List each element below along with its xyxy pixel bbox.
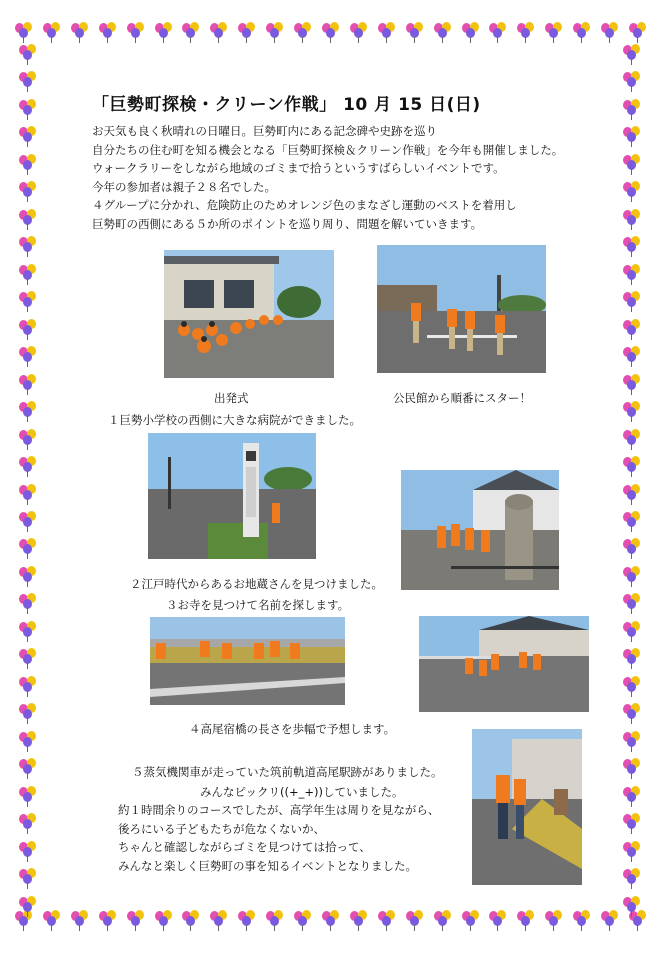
balloon-icon xyxy=(572,910,592,930)
balloon-icon xyxy=(622,374,642,394)
balloon-icon xyxy=(622,566,642,586)
balloon-icon xyxy=(18,511,38,531)
balloon-icon xyxy=(154,910,174,930)
balloon-icon xyxy=(600,910,620,930)
balloon-icon xyxy=(18,758,38,778)
balloon-border-bottom xyxy=(14,910,648,932)
balloon-icon xyxy=(488,22,508,42)
balloon-icon xyxy=(18,868,38,888)
photo-field-walk xyxy=(150,617,345,705)
balloon-icon xyxy=(622,456,642,476)
balloon-icon xyxy=(18,264,38,284)
balloon-icon xyxy=(18,621,38,641)
balloon-icon xyxy=(622,703,642,723)
balloon-icon xyxy=(622,538,642,558)
balloon-icon xyxy=(622,511,642,531)
balloon-icon xyxy=(70,22,90,42)
closing-paragraph xyxy=(118,801,478,875)
balloon-icon xyxy=(433,22,453,42)
balloon-icon xyxy=(349,22,369,42)
balloon-icon xyxy=(181,910,201,930)
balloon-icon xyxy=(622,841,642,861)
balloon-icon xyxy=(622,484,642,504)
balloon-icon xyxy=(622,896,642,916)
balloon-icon xyxy=(18,44,38,64)
balloon-icon xyxy=(622,731,642,751)
balloon-icon xyxy=(622,758,642,778)
balloon-icon xyxy=(14,22,34,42)
balloon-icon xyxy=(488,910,508,930)
caption-point-3: ３お寺を見つけて名前を探します。 xyxy=(166,598,350,612)
balloon-icon xyxy=(622,429,642,449)
balloon-icon xyxy=(377,910,397,930)
intro-line: お天気も良く秋晴れの日曜日。巨勢町内にある記念碑や史跡を巡り xyxy=(92,124,437,138)
balloon-icon xyxy=(18,429,38,449)
balloon-icon xyxy=(622,593,642,613)
balloon-icon xyxy=(18,209,38,229)
balloon-icon xyxy=(405,910,425,930)
balloon-icon xyxy=(237,910,257,930)
balloon-icon xyxy=(209,910,229,930)
balloon-icon xyxy=(622,99,642,119)
balloon-icon xyxy=(18,676,38,696)
photo-opening-ceremony xyxy=(164,250,334,378)
balloon-icon xyxy=(622,126,642,146)
balloon-icon xyxy=(18,319,38,339)
balloon-icon xyxy=(544,22,564,42)
caption-point-4: ４高尾宿橋の長さを歩幅で予想します。 xyxy=(189,722,396,736)
caption-point-5: ５蒸気機関車が走っていた筑前軌道高尾駅跡がありました。 xyxy=(132,765,443,779)
balloon-icon xyxy=(18,813,38,833)
balloon-icon xyxy=(293,910,313,930)
intro-line: 巨勢町の西側にある５か所のポイントを巡り周り、問題を解いていきます。 xyxy=(92,216,483,231)
balloon-icon xyxy=(98,22,118,42)
balloon-icon xyxy=(572,22,592,42)
balloon-icon xyxy=(18,401,38,421)
intro-paragraph xyxy=(92,122,612,234)
caption-departure: 公民館から順番にスター！ xyxy=(393,391,531,405)
balloon-icon xyxy=(126,910,146,930)
balloon-icon xyxy=(321,910,341,930)
balloon-icon xyxy=(321,22,341,42)
balloon-icon xyxy=(622,786,642,806)
caption-point-5-reaction: みんなピックリ((+_+))していました。 xyxy=(200,785,404,799)
balloon-icon xyxy=(622,209,642,229)
balloon-icon xyxy=(622,319,642,339)
caption-opening: 出発式 xyxy=(214,391,249,405)
balloon-icon xyxy=(18,841,38,861)
balloon-icon xyxy=(622,291,642,311)
balloon-icon xyxy=(18,484,38,504)
balloon-icon xyxy=(126,22,146,42)
balloon-icon xyxy=(18,731,38,751)
intro-line: 今年の参加者は親子２８名でした。 xyxy=(92,179,276,194)
balloon-icon xyxy=(18,181,38,201)
photo-bridge xyxy=(419,616,589,712)
photo-jizo-statue xyxy=(401,470,559,590)
balloon-icon xyxy=(622,154,642,174)
balloon-icon xyxy=(18,126,38,146)
closing-line: 後ろにいる子どもたちが危なくないか、 xyxy=(118,821,325,836)
balloon-icon xyxy=(516,910,536,930)
balloon-icon xyxy=(622,346,642,366)
balloon-icon xyxy=(622,621,642,641)
balloon-icon xyxy=(622,676,642,696)
balloon-icon xyxy=(265,910,285,930)
balloon-icon xyxy=(209,22,229,42)
page-title: 「巨勢町探検・クリーン作戦」 10 月 15 日(日) xyxy=(92,95,481,115)
balloon-icon xyxy=(622,71,642,91)
photo-departure xyxy=(377,245,546,373)
balloon-icon xyxy=(18,154,38,174)
balloon-icon xyxy=(622,264,642,284)
balloon-icon xyxy=(461,22,481,42)
intro-line: 自分たちの住む町を知る機会となる「巨勢町探検＆クリーン作戦」を今年も開催しました。 xyxy=(92,142,564,157)
balloon-icon xyxy=(237,22,257,42)
balloon-icon xyxy=(18,896,38,916)
balloon-icon xyxy=(154,22,174,42)
balloon-icon xyxy=(18,374,38,394)
balloon-icon xyxy=(18,566,38,586)
balloon-icon xyxy=(433,910,453,930)
balloon-icon xyxy=(622,236,642,256)
balloon-icon xyxy=(622,401,642,421)
balloon-icon xyxy=(42,910,62,930)
balloon-icon xyxy=(18,593,38,613)
balloon-icon xyxy=(628,22,648,42)
caption-point-2: ２江戸時代からあるお地蔵さんを見つけました。 xyxy=(130,577,383,591)
balloon-border-left xyxy=(18,44,40,916)
balloon-icon xyxy=(622,813,642,833)
balloon-icon xyxy=(622,868,642,888)
caption-point-1: １巨勢小学校の西側に大きな病院ができました。 xyxy=(108,413,361,427)
balloon-icon xyxy=(349,910,369,930)
closing-line: ちゃんと確認しながらゴミを見つけては拾って、 xyxy=(118,840,371,855)
intro-line: ４グループに分かれ、危険防止のためオレンジ色のまなざし運動のベストを着用し xyxy=(92,198,517,213)
balloon-icon xyxy=(18,71,38,91)
photo-station-ruins xyxy=(472,729,582,885)
balloon-icon xyxy=(622,181,642,201)
balloon-icon xyxy=(544,910,564,930)
closing-line: 約１時間余りのコースでしたが、高学年生は周りを見ながら、 xyxy=(118,803,440,817)
balloon-icon xyxy=(18,291,38,311)
balloon-icon xyxy=(70,910,90,930)
balloon-icon xyxy=(461,910,481,930)
balloon-icon xyxy=(405,22,425,42)
balloon-icon xyxy=(98,910,118,930)
balloon-icon xyxy=(377,22,397,42)
balloon-icon xyxy=(293,22,313,42)
balloon-icon xyxy=(18,786,38,806)
balloon-icon xyxy=(18,703,38,723)
balloon-border-right xyxy=(622,44,644,916)
closing-line: みんなと楽しく巨勢町の事を知るイベントとなりました。 xyxy=(118,858,417,873)
balloon-icon xyxy=(265,22,285,42)
photo-hospital-sign xyxy=(148,433,316,559)
intro-line: ウォークラリーをしながら地域のゴミまで拾うというすばらしいイベントです。 xyxy=(92,161,505,176)
balloon-icon xyxy=(622,648,642,668)
balloon-icon xyxy=(600,22,620,42)
balloon-icon xyxy=(18,99,38,119)
balloon-icon xyxy=(516,22,536,42)
balloon-border-top xyxy=(14,22,648,44)
balloon-icon xyxy=(18,456,38,476)
balloon-icon xyxy=(18,538,38,558)
balloon-icon xyxy=(18,346,38,366)
balloon-icon xyxy=(42,22,62,42)
balloon-icon xyxy=(181,22,201,42)
balloon-icon xyxy=(622,44,642,64)
balloon-icon xyxy=(18,648,38,668)
balloon-icon xyxy=(18,236,38,256)
